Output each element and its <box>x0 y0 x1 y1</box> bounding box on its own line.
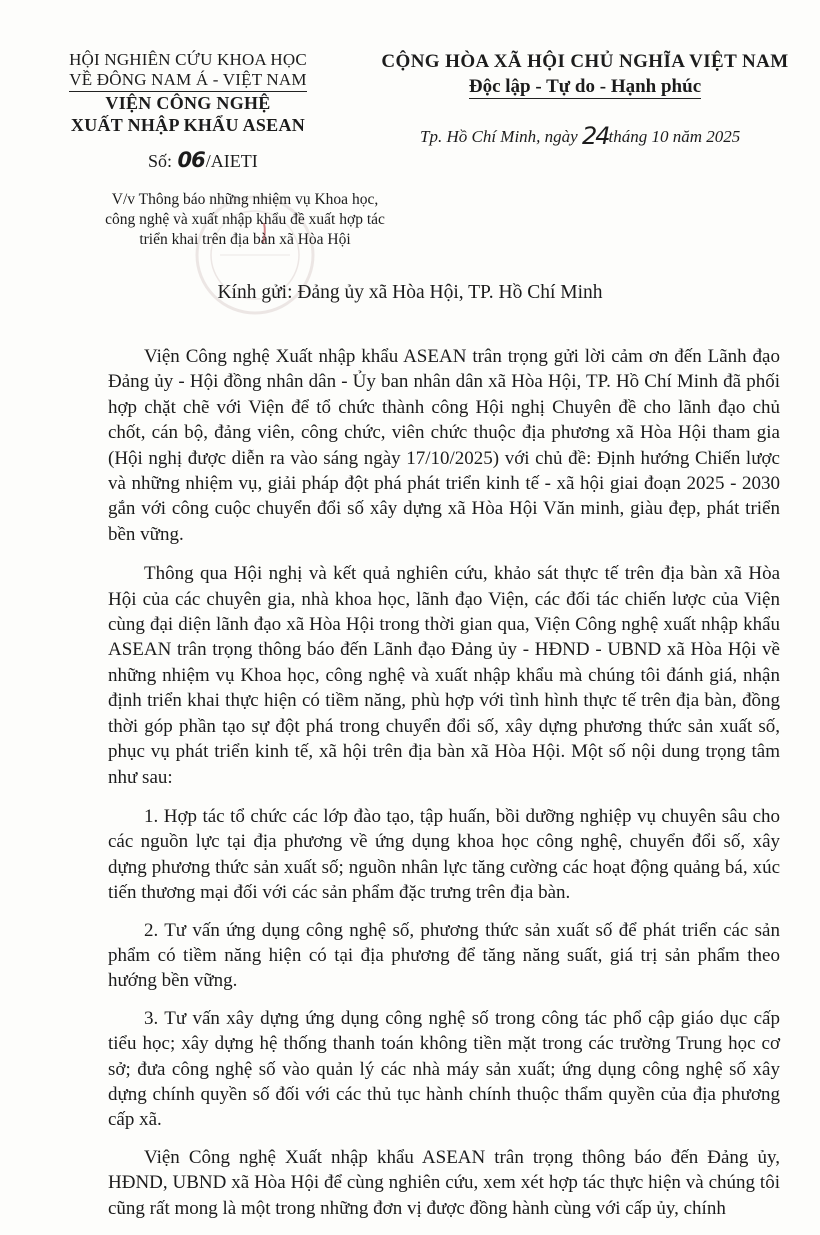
document-number <box>148 148 258 172</box>
document-body <box>108 344 780 1235</box>
org-line-4: XUẤT NHẬP KHẨU ASEAN <box>70 115 306 135</box>
subject-line-3: triển khai trên địa bàn xã Hòa Hội <box>139 231 351 248</box>
date-suffix: tháng 10 năm 2025 <box>608 127 741 146</box>
doc-number-handwritten: 06 <box>177 148 205 172</box>
org-line-3: VIỆN CÔNG NGHỆ <box>105 93 271 113</box>
subject-line-2: công nghệ và xuất nhập khẩu đề xuất hợp tác <box>105 211 385 228</box>
doc-number-suffix: /AIETI <box>205 151 258 171</box>
org-line-1: HỘI NGHIÊN CỨU KHOA HỌC <box>69 50 307 69</box>
national-motto <box>370 50 800 100</box>
subject-line-1: V/v Thông báo những nhiệm vụ Khoa học, <box>111 191 379 208</box>
document-date <box>420 122 740 150</box>
body-paragraph-3: Viện Công nghệ Xuất nhập khẩu ASEAN trân trọng thông báo đến Đảng ủy, HĐND, UBND xã Hòa Hội để cùng nghiên cứu, xem xét hợp tác thực hiện và chúng tôi cũng rất mong là một trong những đơn vị được đồng hành cùng với cấp ủy, chính <box>108 1146 780 1219</box>
org-line-2: VỀ ĐÔNG NAM Á - VIỆT NAM <box>28 70 348 92</box>
recipient-line: Kính gửi: Đảng ủy xã Hòa Hội, TP. Hồ Chí Minh <box>217 282 603 303</box>
subject-block <box>50 190 440 250</box>
nation-title: CỘNG HÒA XÃ HỘI CHỦ NGHĨA VIỆT NAM <box>381 51 789 72</box>
body-paragraph-2: Thông qua Hội nghị và kết quả nghiên cứu, khảo sát thực tế trên địa bàn xã Hòa Hội của các chuyên gia, nhà khoa học, lãnh đạo Viện, các đối tác chiến lược của Viện cùng đại diện lãnh đạo xã Hòa Hội trong thời gian qua, Viện Công nghệ xuất nhập khẩu ASEAN trân trọng thông báo đến Lãnh đạo Đảng ủy - HĐND - UBND xã Hòa Hội về những nhiệm vụ Khoa học, công nghệ và xuất nhập khẩu mà chúng tôi đánh giá, nhận định triển khai thực hiện có tiềm năng, phù hợp với tình hình thực tế trên địa bàn, đồng thời góp phần tạo sự đột phá trong chuyển đổi số, xây dựng phương thức sản xuất số, phục vụ phát triển kinh tế, xã hội trên địa bàn xã Hòa Hội. Một số nội dung trọng tâm như sau: <box>108 563 780 788</box>
issuing-organization <box>28 50 348 136</box>
body-paragraph-1: Viện Công nghệ Xuất nhập khẩu ASEAN trân trọng gửi lời cảm ơn đến Lãnh đạo Đảng ủy - Hội đồng nhân dân - Ủy ban nhân dân xã Hòa Hội, TP. Hồ Chí Minh đã phối hợp chặt chẽ với Viện để tổ chức thành công Hội nghị Chuyên đề cho lãnh đạo chủ chốt, cán bộ, đảng viên, công chức, viên chức thuộc địa phương xã Hòa Hội tham gia (Hội nghị được diễn ra vào sáng ngày 17/10/2025) với chủ đề: Định hướng Chiến lược và những nhiệm vụ, giải pháp đột phá phát triển kinh tế - xã hội giai đoạn 2025 - 2030 gắn với công cuộc chuyển đổi số xây dựng xã Hòa Hội Văn minh, giàu đẹp, phát triển bền vững. <box>108 346 780 545</box>
nation-motto: Độc lập - Tự do - Hạnh phúc <box>468 76 702 97</box>
date-day-handwritten: 24 <box>581 122 609 150</box>
doc-number-prefix: Số: <box>148 151 173 171</box>
body-item-2: 2. Tư vấn ứng dụng công nghệ số, phương thức sản xuất số để phát triển các sản phẩm có tiềm năng hiện có tại địa phương để tăng năng suất, giá trị sản phẩm theo hướng bền vững. <box>108 919 780 992</box>
body-item-3: 3. Tư vấn xây dựng ứng dụng công nghệ số trong công tác phổ cập giáo dục cấp tiểu học; xây dựng hệ thống thanh toán không tiền mặt trong các trường Trung học cơ sở; đưa công nghệ số vào quản lý các nhà máy sản xuất; ứng dụng công nghệ số xây dựng chính quyền số đối với các thủ tục hành chính thuộc thẩm quyền của địa phương cấp xã. <box>108 1007 780 1131</box>
date-prefix: Tp. Hồ Chí Minh, ngày <box>420 127 578 146</box>
body-item-1: 1. Hợp tác tổ chức các lớp đào tạo, tập huấn, bồi dưỡng nghiệp vụ chuyên sâu cho các nguồn lực tại địa phương về ứng dụng khoa học công nghệ, chuyển đổi số, xây dựng phương thức sản xuất số; nguồn nhân lực tăng cường các hoạt động quảng bá, xúc tiến thương mại đối với các sản phẩm đặc trưng trên địa bàn. <box>108 805 780 904</box>
